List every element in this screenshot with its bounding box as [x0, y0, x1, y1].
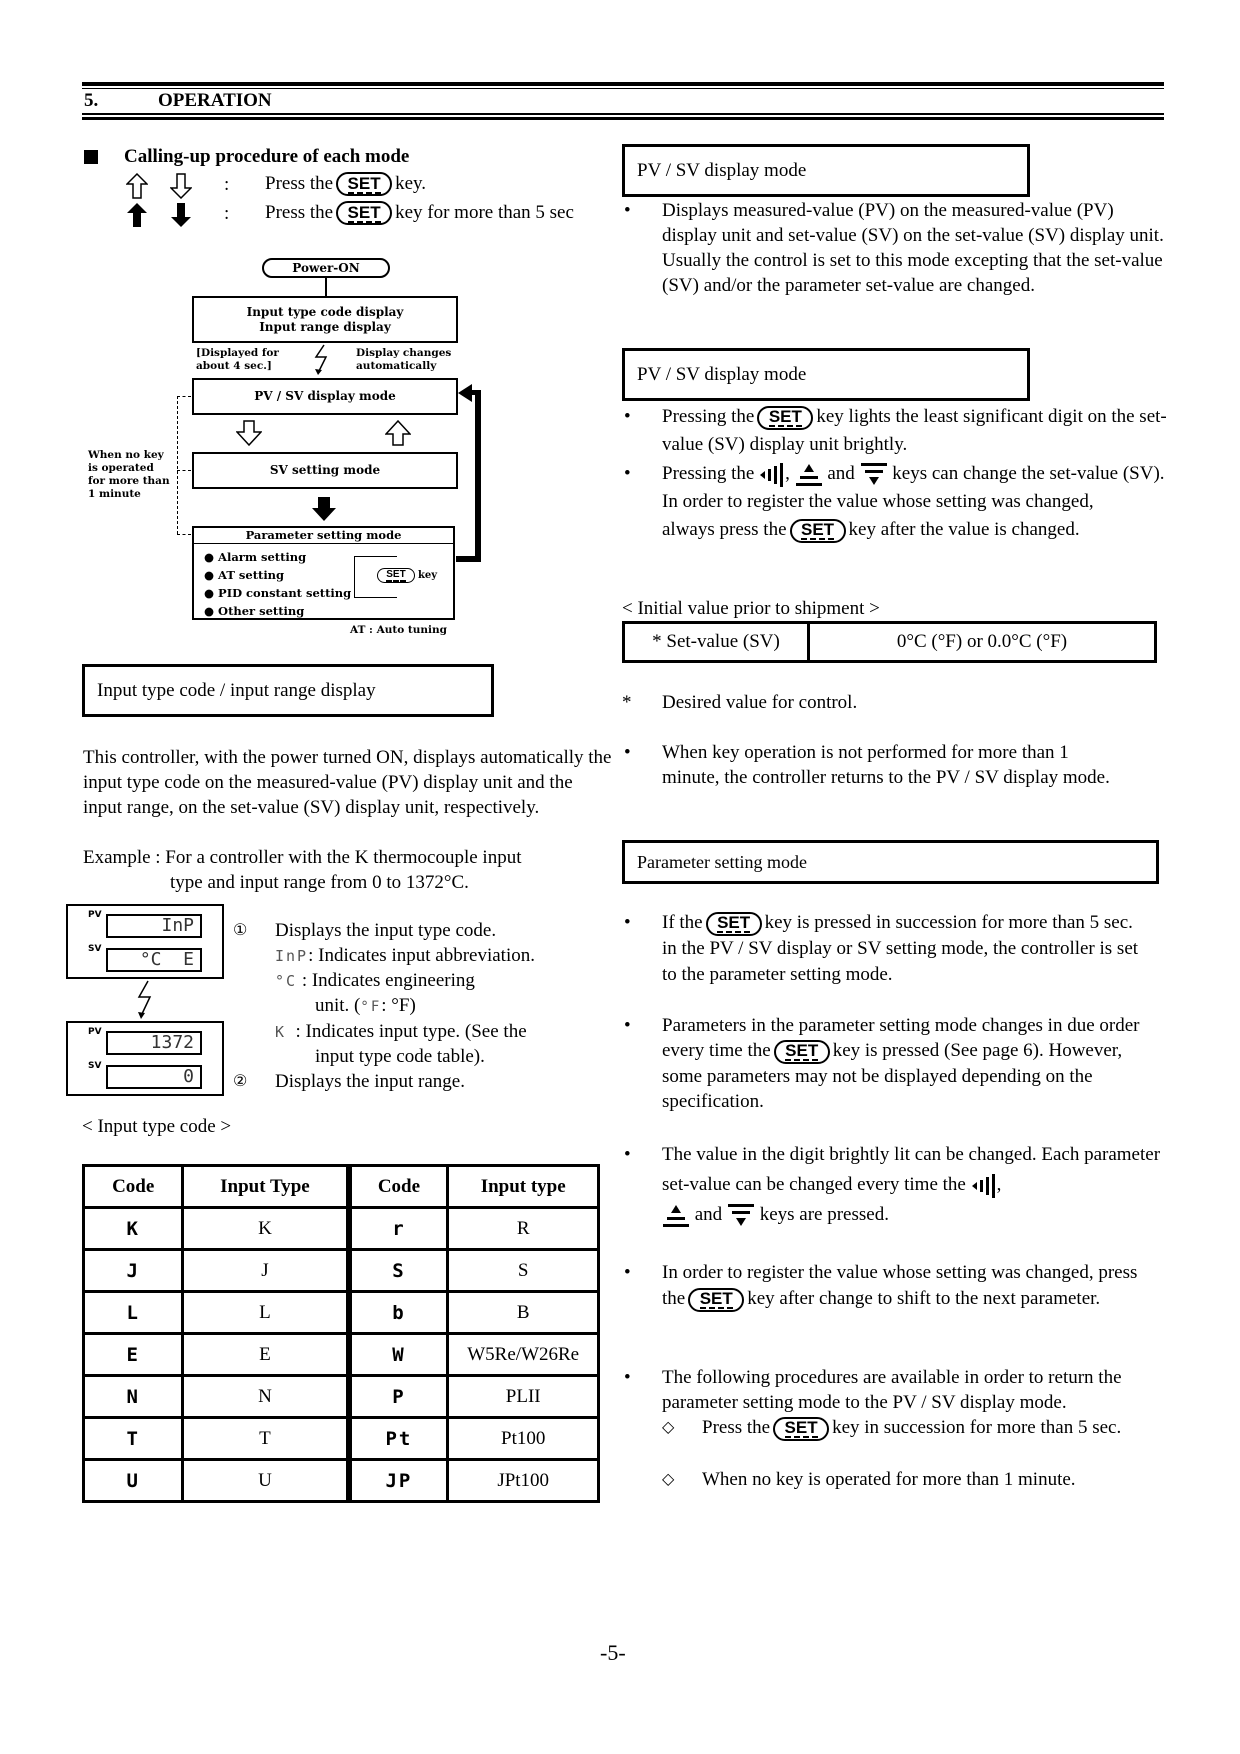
segment-code: N: [84, 1376, 183, 1418]
bullet-8: • In order to register the value whose setting was changed, press the SET key after change to shift to the next parameter.: [624, 1260, 1169, 1312]
legend-text-1-pre: Press the: [265, 173, 334, 194]
flow-thick-return: [475, 390, 481, 562]
table-row: [84, 1250, 599, 1292]
initial-value-label: * Set-value (SV): [625, 624, 810, 660]
page-number: -5-: [600, 1640, 626, 1665]
sub-item-2: ◇ When no key is operated for more than 1 minute.: [662, 1469, 1076, 1490]
bullet-9: • The following procedures are available in order to return the parameter setting mode to the PV / SV display mode.: [624, 1365, 1169, 1415]
segment-code: Pt: [349, 1418, 448, 1460]
input-type-cell: R: [448, 1208, 599, 1250]
segment-code: JP: [349, 1460, 448, 1502]
legend-text-1: [265, 172, 426, 196]
flow-thick-return-bottom: [456, 556, 481, 562]
input-type-cell: S: [448, 1250, 599, 1292]
input-type-cell: L: [183, 1292, 349, 1334]
input-type-cell: W5Re/W26Re: [448, 1334, 599, 1376]
up-key-icon: [795, 462, 823, 488]
input-display-heading: Input type code / input range display: [82, 664, 494, 717]
table-row: [84, 1334, 599, 1376]
input-type-cell: K: [183, 1208, 349, 1250]
diamond-icon: ◇: [662, 1419, 675, 1436]
segment-code: P: [349, 1376, 448, 1418]
input-display-paragraph: This controller, with the power turned ON, displays automatically the input type code on the measured-value (PV) display unit and the input range, on the set-value (SV) display unit, respectively.: [83, 747, 612, 818]
input-type-cell: JPt100: [448, 1460, 599, 1502]
square-bullet-icon: [84, 150, 98, 164]
flow-display-changes: Display changes automatically: [356, 347, 452, 372]
flow-dashed-tick: [177, 396, 191, 397]
section-number: 5.: [84, 90, 99, 111]
pv-sv-description: Displays measured-value (PV) on the measured-value (PV) display unit and set-value (SV) on the set-value (SV) display unit. Usually the control is set to this mode excepting that the set-value (SV) and/or the parameter set-value are changed.: [662, 200, 1164, 296]
bullet-5: • If the SET key is pressed in succession for more than 5 sec. in the PV / SV display or SV setting mode, the controller is set to the parameter setting mode.: [624, 912, 1139, 985]
code-table-caption: < Input type code >: [82, 1116, 232, 1137]
hollow-down-arrow-icon: [170, 173, 192, 199]
sv-label: SV: [88, 944, 102, 954]
note-degc: °C : Indicates engineering: [275, 970, 475, 991]
initial-value-table: [622, 621, 1157, 663]
note-unit: unit. (°F: °F): [315, 995, 416, 1016]
segment-code: W: [349, 1334, 448, 1376]
segment-code: °F: [360, 999, 382, 1015]
set-key-icon: SET: [688, 1288, 744, 1312]
note-inp: InP: Indicates input abbreviation.: [275, 945, 535, 966]
shift-key-icon: [971, 1173, 997, 1199]
example-line2: type and input range from 0 to 1372°C.: [170, 872, 469, 893]
segment-code: b: [349, 1292, 448, 1334]
bullet-6: • Parameters in the parameter setting mode changes in due order every time the SET key is pressed (See page 6). However, some parameters may not be displayed depending on the specification.: [624, 1015, 1140, 1112]
shift-key-icon: [759, 462, 785, 488]
lightning-arrow-icon: [312, 344, 332, 376]
lcd-panel-2: [66, 1021, 224, 1096]
solid-down-arrow-icon: [170, 202, 192, 228]
segment-code: InP: [275, 947, 309, 965]
flow-power-on: Power-ON: [262, 258, 390, 278]
segment-code: T: [84, 1418, 183, 1460]
hollow-up-arrow-icon: [385, 420, 411, 446]
segment-code: S: [349, 1250, 448, 1292]
flow-input-display-line2: Input range display: [259, 319, 391, 334]
pv-display: InP: [106, 914, 202, 938]
segment-code: E: [84, 1334, 183, 1376]
flow-key-label: key: [418, 570, 438, 581]
footnote-marker: *: [622, 692, 632, 713]
note-k: K : Indicates input type. (See the: [275, 1021, 527, 1042]
flow-at-note: AT : Auto tuning: [350, 624, 447, 636]
segment-code: U: [84, 1460, 183, 1502]
set-key-icon: SET: [336, 201, 392, 225]
flow-input-display: [192, 296, 458, 343]
flow-param-mode: [192, 526, 455, 620]
timeout-text: When key operation is not performed for more than 1 minute, the controller returns to the PV / SV display mode.: [662, 742, 1110, 788]
flow-dashed-tick: [177, 534, 191, 535]
legend-colon-1: :: [224, 174, 230, 195]
note-2-marker: ②: [233, 1073, 248, 1090]
flow-connector: [325, 278, 327, 296]
note-2-text: Displays the input range.: [275, 1071, 465, 1092]
example-line1: Example : For a controller with the K thermocouple input: [83, 847, 522, 868]
sv-display: °C E: [106, 948, 202, 972]
col-header-input-type: Input type: [448, 1166, 599, 1208]
segment-code: K: [275, 1023, 287, 1041]
note-1-marker: ①: [233, 922, 248, 939]
sub-item-1: ◇ Press the SET key in succession for more than 5 sec.: [662, 1415, 1142, 1441]
col-header-code: Code: [349, 1166, 448, 1208]
down-key-icon: [727, 1203, 755, 1229]
set-key-icon: SET: [336, 172, 392, 196]
lcd-panel-1: [66, 904, 224, 979]
flow-input-display-line1: Input type code display: [246, 304, 404, 319]
header-rule-top: [82, 82, 1164, 86]
solid-left-arrow-icon: [458, 384, 472, 402]
header-rule-bottom-thick: [82, 117, 1164, 120]
down-key-icon: [860, 462, 888, 488]
legend-text-2: [265, 201, 574, 225]
bullet-7: • The value in the digit brightly lit can be changed. Each parameter set-value can be changed every time the , and keys are pressed.: [624, 1140, 1169, 1230]
lightning-arrow-icon: [135, 980, 155, 1020]
legend-text-2-pre: Press the: [265, 202, 334, 223]
pv-sv-mode-heading-1: PV / SV display mode: [622, 144, 1030, 197]
pv-display: 1372: [106, 1031, 202, 1055]
legend-text-2-post: key for more than 5 sec: [395, 202, 574, 223]
initial-value-value: 0°C (°F) or 0.0°C (°F): [896, 631, 1068, 652]
set-key-icon: SET: [757, 406, 813, 430]
segment-code: r: [349, 1208, 448, 1250]
table-row: [84, 1292, 599, 1334]
return-procedures-text: The following procedures are available in order to return the parameter setting mode to the PV / SV display mode.: [662, 1367, 1122, 1413]
input-type-cell: T: [183, 1418, 349, 1460]
set-key-icon: SET: [377, 568, 415, 583]
pv-label: PV: [88, 910, 102, 920]
legend-colon-2: :: [224, 203, 230, 224]
footnote-text: Desired value for control.: [662, 692, 858, 713]
flow-sv-setting-mode: SV setting mode: [192, 452, 458, 489]
input-type-cell: E: [183, 1334, 349, 1376]
bullet-2: • Pressing the SET key lights the least significant digit on the set-value (SV) display unit brightly.: [624, 406, 1167, 455]
flow-param-item: ● Other setting: [204, 604, 305, 618]
flow-no-key-note: When no key is operated for more than 1 minute: [88, 449, 170, 500]
input-type-cell: PLII: [448, 1376, 599, 1418]
hollow-up-arrow-icon: [126, 173, 148, 199]
up-key-icon: [662, 1203, 690, 1229]
legend-row-solid: [126, 201, 192, 229]
bullet-1: • Displays measured-value (PV) on the measured-value (PV) display unit and set-value (SV) on the set-value (SV) display unit. Usually the control is set to this mode excepting that the set-value (SV) and/or the parameter set-value are changed.: [624, 200, 1164, 296]
solid-up-arrow-icon: [126, 202, 148, 228]
header-rule-top-thin: [82, 88, 1164, 89]
table-row: [84, 1460, 599, 1502]
note-k-2: input type code table).: [315, 1046, 485, 1067]
pv-label: PV: [88, 1027, 102, 1037]
flow-param-mode-title: Parameter setting mode: [194, 528, 453, 544]
hollow-down-arrow-icon: [236, 420, 262, 446]
input-type-cell: U: [183, 1460, 349, 1502]
calling-up-title: Calling-up procedure of each mode: [124, 146, 410, 167]
table-header-row: [84, 1166, 599, 1208]
flow-param-item: ● PID constant setting: [204, 586, 352, 600]
diamond-icon: ◇: [662, 1471, 675, 1488]
table-row: [84, 1208, 599, 1250]
input-type-code-table: [82, 1164, 600, 1503]
flow-dashed-return: [177, 396, 178, 534]
segment-code: L: [84, 1292, 183, 1334]
flow-displayed-for: [Displayed for about 4 sec.]: [196, 347, 279, 372]
flow-dashed-tick: [177, 470, 191, 471]
segment-code: J: [84, 1250, 183, 1292]
table-row: [84, 1418, 599, 1460]
flow-param-item: ● AT setting: [204, 568, 285, 582]
col-header-code: Code: [84, 1166, 183, 1208]
flow-pv-sv-mode: PV / SV display mode: [192, 378, 458, 415]
set-key-icon: SET: [774, 1040, 830, 1064]
bullet-4: • When key operation is not performed for more than 1 minute, the controller returns to the PV / SV display mode.: [624, 740, 1124, 790]
segment-code: °C: [275, 972, 298, 990]
legend-text-1-post: key.: [395, 173, 427, 194]
segment-code: K: [84, 1208, 183, 1250]
input-type-cell: J: [183, 1250, 349, 1292]
set-key-icon: SET: [773, 1417, 829, 1441]
input-type-cell: N: [183, 1376, 349, 1418]
pv-sv-mode-heading-2: PV / SV display mode: [622, 348, 1030, 401]
set-key-icon: SET: [706, 912, 762, 936]
bullet-3: • Pressing the , and keys can change the set-value (SV). In order to register the value whose setting was changed, always press the SET key after the value is changed.: [624, 460, 1169, 544]
input-type-cell: B: [448, 1292, 599, 1334]
table-row: [84, 1376, 599, 1418]
legend-row-hollow: [126, 172, 192, 200]
set-key-icon: SET: [790, 519, 846, 543]
param-mode-heading: Parameter setting mode: [622, 840, 1159, 884]
col-header-input-type: Input Type: [183, 1166, 349, 1208]
flow-param-item: ● Alarm setting: [204, 550, 307, 564]
initial-value-caption: < Initial value prior to shipment >: [622, 598, 880, 619]
input-type-cell: Pt100: [448, 1418, 599, 1460]
solid-down-arrow-icon: [311, 496, 337, 522]
sv-display: 0: [106, 1065, 202, 1089]
sv-label: SV: [88, 1061, 102, 1071]
note-1-text: Displays the input type code.: [275, 920, 497, 941]
header-rule-bottom: [82, 113, 1164, 115]
section-title: OPERATION: [158, 90, 272, 111]
